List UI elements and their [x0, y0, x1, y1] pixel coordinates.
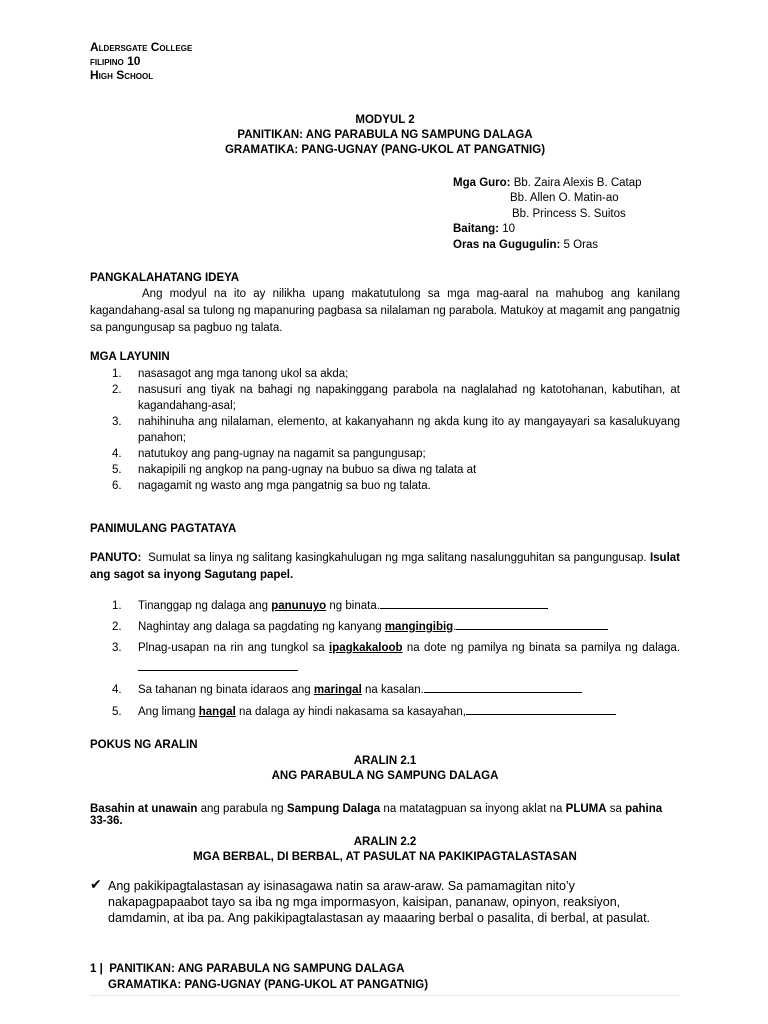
module-gramatika: GRAMATIKA: PANG-UGNAY (PANG-UKOL AT PANGATNIG)	[224, 144, 546, 156]
time-label: Oras na Gugugulin:	[453, 239, 561, 251]
grade-line	[453, 223, 515, 235]
answer-blank[interactable]	[456, 618, 608, 630]
pretest-heading: PANIMULANG PAGTATAYA	[90, 523, 237, 535]
overview-text: Ang modyul na ito ay nilikha upang makatutulong sa mga mag-aaral na mahubog ang kanilang kagandahang-asal sa tulong ng mapanuring pagbasa sa nilalaman ng parabola. Matukoy at magamit ang pangatnig sa pangungusap sa pagbuo ng talata.	[90, 288, 680, 334]
school-name: Aldersgate College	[90, 40, 193, 54]
time-value: 5 Oras	[563, 239, 599, 251]
lesson-1-title: ANG PARABULA NG SAMPUNG DALAGA	[271, 770, 499, 782]
directions-bold: Isulat ang sagot sa inyong Sagutang papel.	[90, 552, 680, 581]
reading-instruction: Basahin at unawain ang parabula ng Sampung Dalaga na matatagpuan sa inyong aklat na PLUMA sa pahina 33-36.	[90, 803, 663, 827]
lesson-1-number: ARALIN 2.1	[353, 755, 417, 767]
answer-blank[interactable]	[380, 597, 548, 609]
teacher-1: Bb. Zaira Alexis B. Catap	[513, 177, 642, 189]
lesson-2-number: ARALIN 2.2	[353, 836, 417, 848]
grade-label: Baitang:	[453, 223, 499, 235]
underlined-word: hangal	[198, 706, 236, 718]
underlined-word: ipagkakaloob	[329, 642, 403, 654]
time-line	[453, 239, 598, 251]
document-page: Aldersgate College filipino 10 High School MODYUL 2 PANITIKAN: ANG PARABULA NG SAMPUNG DALAGA GRAMATIKA: PANG-UGNAY (PANG-UKOL AT PANGATNIG) Mga Guro: Bb. Zaira Alexis B. Catap Bb. Allen O. Matin-ao Bb. Princess S. Suitos Baitang: 10 Oras na Gugugulin: 5 Oras PANGKALAHATANG IDEYA Ang modyul na ito ay nilikha upang makatutulong sa mga mag-aaral na mahubog ang kanilang kagandahang-asal sa tulong ng mapanuring pagbasa sa nilalaman ng parabola. Matukoy at magamit ang pangatnig sa pangungusap sa pagbuo ng talata. MGA LAYUNIN 1. nasasagot ang mga tanong ukol sa akda; 2. nasusuri ang tiyak na bahagi ng napakinggang parabola na naglalahad ng katotohanan, kabutihan, at kagandahang-asal; 3. nahihinuha ang nilalaman, elemento, at kakanyahann ng akda kung ito ay mangayayari sa kasalukuyang panahon; 4. natutukoy ang pang-ugnay na nagamit sa pangungusap; 5. nakapipili ng angkop na pang-ugnay na bubuo sa diwa ng talata at 6. nagagamit ng wasto ang mga pangatnig sa buo ng talata. PANIMULANG PAGTATAYA PANUTO: Sumulat sa linya ng salitang kasingkahulugan ng mga salitang nasalungguhitan sa pangungusap. Isulat ang sagot sa inyong Sagutang papel. 1. Tinanggap ng dalaga ang panunuyo ng binata. 2. Naghintay ang dalaga sa pagdating ng kanyang mangingibig. 3. Plnag-usapan na rin ang tungkol sa ipagkakaloob na dote ng pamilya ng binata sa pamilya ng dalaga. 4. Sa tahanan ng binata idaraos ang maringal na kasalan. 5. Ang limang hangal na dalaga ay hindi nakasama sa kasayahan, POKUS NG ARALIN ARALIN 2.1 ANG PARABULA NG SAMPUNG DALAGA Basahin at unawain ang parabula ng Sampung Dalaga na matatagpuan sa inyong aklat na PLUMA sa pahina 33-36. ARALIN 2.2 MGA BERBAL, DI BERBAL, AT PASULAT NA PAKIKIPAGTALASTASAN ✔ Ang pakikipagtalastasan ay isinasagawa natin sa araw-araw. Sa pamamagitan nito’y nakapagpapaabot tayo sa iba ng mga impormasyon, kaisipan, pananaw, opinyon, reaksiyon, damdamin, at iba pa. Ang pakikipagtalastasan ay maaaring berbal o pasalita, di berbal, at pasulat. 1 | PANITIKAN: ANG PARABULA NG SAMPUNG DALAGA GRAMATIKA: PANG-UGNAY (PANG-UKOL AT PANGATNIG)	[0, 0, 768, 1024]
checkmark-icon: ✔	[90, 876, 102, 892]
underlined-word: panunuyo	[271, 600, 327, 612]
page-number: 1	[90, 963, 97, 975]
teacher-2: Bb. Allen O. Matin-ao	[510, 192, 619, 204]
subject-name: filipino 10	[90, 54, 141, 68]
teachers-line	[453, 177, 642, 189]
teacher-3: Bb. Princess S. Suitos	[512, 208, 626, 220]
underlined-word: maringal	[313, 684, 362, 696]
overview-heading: PANGKALAHATANG IDEYA	[90, 272, 240, 284]
module-panitikan: PANITIKAN: ANG PARABULA NG SAMPUNG DALAGA	[237, 129, 533, 141]
teachers-label: Mga Guro:	[453, 177, 511, 189]
underlined-word: mangingibig	[384, 621, 454, 633]
focus-heading: POKUS NG ARALIN	[90, 739, 198, 751]
footer-divider	[90, 995, 680, 996]
pretest-directions	[90, 550, 680, 584]
directions-label: PANUTO:	[90, 552, 142, 564]
bullet-text: Ang pakikipagtalastasan ay isinasagawa natin sa araw-araw. Sa pamamagitan nito’y nakapagpapaabot tayo sa iba ng mga impormasyon, kaisipan, pananaw, opinyon, reaksiyon, damdamin, at iba pa. Ang pakikipagtalastasan ay maaaring berbal o pasalita, di berbal, at pasulat.	[108, 879, 651, 925]
footer-line-2: GRAMATIKA: PANG-UGNAY (PANG-UKOL AT PANGATNIG)	[108, 979, 429, 991]
answer-blank[interactable]	[138, 659, 298, 671]
grade-value: 10	[502, 223, 515, 235]
objectives-heading: MGA LAYUNIN	[90, 351, 170, 363]
answer-blank[interactable]	[424, 681, 582, 693]
school-level: High School	[90, 68, 154, 82]
module-number: MODYUL 2	[355, 114, 415, 126]
answer-blank[interactable]	[466, 703, 616, 715]
footer-line-1: 1 | PANITIKAN: ANG PARABULA NG SAMPUNG DALAGA	[90, 963, 405, 975]
lesson-2-title: MGA BERBAL, DI BERBAL, AT PASULAT NA PAKIKIPAGTALASTASAN	[193, 851, 577, 863]
directions-text: Sumulat sa linya ng salitang kasingkahulugan ng mga salitang nasalungguhitan sa pangungusap.	[148, 552, 647, 564]
